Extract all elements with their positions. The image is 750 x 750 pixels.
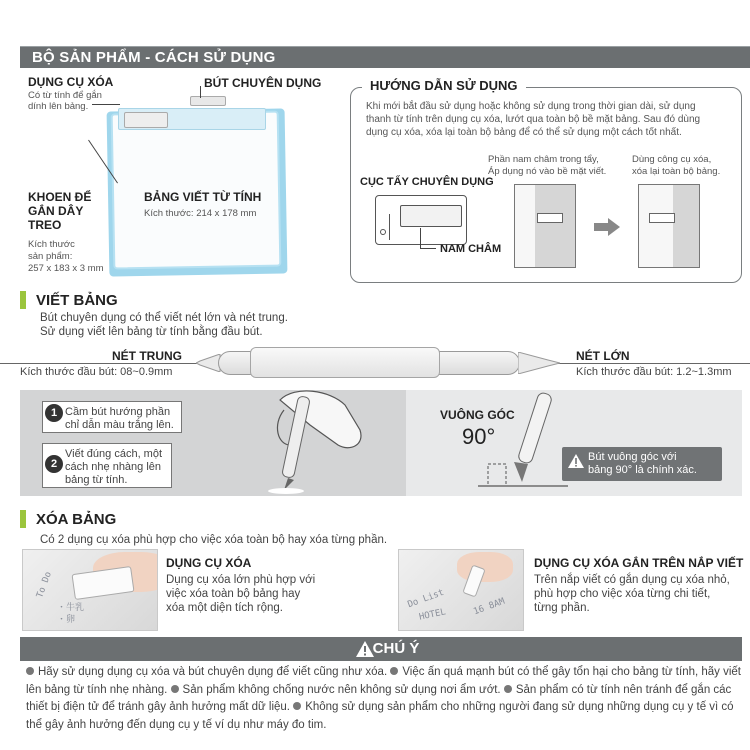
tool1-desc-3: xóa một diện tích rộng.: [166, 602, 283, 614]
write-step-1: [42, 401, 182, 433]
erase-desc: Có 2 dụng cụ xóa phù hợp cho việc xóa toàn bộ hay xóa từng phần.: [40, 534, 388, 546]
write-desc-2: Sử dụng viết lên bảng từ tính bằng đầu bút.: [40, 326, 263, 338]
bullet-icon: [293, 702, 301, 710]
magnet-leader: [420, 228, 421, 248]
angle-note-line2: bảng 90° là chính xác.: [588, 464, 697, 476]
angle-note-line1: Bút vuông góc với: [588, 451, 677, 463]
size-line-2: sản phẩm:: [28, 251, 73, 262]
tool2-desc-2: phù hợp cho việc xóa từng chi tiết,: [534, 588, 711, 600]
guide-step2-line2: xóa lại toàn bộ bảng.: [632, 166, 721, 177]
tool2-desc-3: từng phần.: [534, 602, 590, 614]
guide-title: HƯỚNG DẪN SỬ DỤNG: [362, 78, 526, 93]
tool1-title: DỤNG CỤ XÓA: [166, 556, 252, 570]
bullet-icon: [171, 685, 179, 693]
step-1-number: 1: [45, 404, 63, 422]
fine-tip-label: NÉT TRUNG: [112, 349, 182, 363]
pen-bold-tip: [518, 352, 560, 374]
erase-title: XÓA BẢNG: [36, 511, 117, 528]
tool1-desc-2: việc xóa toàn bộ bảng hay: [166, 588, 301, 600]
hook-label-2: GẮN DÂY: [28, 204, 84, 218]
hook-label-1: KHOEN ĐỂ: [28, 190, 92, 204]
board-size: Kích thước: 214 x 178 mm: [144, 208, 257, 219]
step-2-number: 2: [45, 455, 63, 473]
guide-line-2: thanh từ tính trên dụng cụ xóa, lướt qua toàn bộ bề mặt bảng. Sau đó dùng: [366, 114, 701, 125]
photo2-text-2: HOTEL: [418, 607, 447, 623]
device-side: [376, 214, 390, 240]
mini-board-before: [514, 184, 576, 268]
write-step-2-line2: cách nhẹ nhàng lên: [65, 461, 162, 473]
magnet-label: NAM CHÂM: [440, 243, 502, 255]
angle-label: VUÔNG GÓC: [440, 408, 515, 422]
photo2-text-3: 16 8AM: [472, 596, 507, 618]
tool2-desc-1: Trên nắp viết có gắn dụng cụ xóa nhỏ,: [534, 574, 730, 586]
mini-board-after: [638, 184, 700, 268]
cap-eraser-photo: [398, 549, 524, 631]
caution-item-1: Hãy sử dụng dụng cụ xóa và bút chuyên dụng để viết cũng như xóa.: [38, 666, 388, 678]
write-accent-bar: [20, 291, 26, 309]
photo1-text-3: ・卵: [57, 615, 76, 625]
write-step-2-line1: Viết đúng cách, một: [65, 448, 163, 460]
erase-accent-bar: [20, 510, 26, 528]
tool2-title: DỤNG CỤ XÓA GẮN TRÊN NẮP VIẾT: [534, 556, 744, 570]
caution-text: [26, 664, 742, 734]
tool1-desc-1: Dụng cụ xóa lớn phù hợp với: [166, 574, 316, 586]
angle-note: [562, 447, 722, 481]
page-title: BỘ SẢN PHẨM - CÁCH SỬ DỤNG: [32, 49, 276, 66]
device-hole: [380, 229, 386, 235]
bold-tip-label: NÉT LỚN: [576, 349, 630, 363]
write-desc-1: Bút chuyên dụng có thể viết nét lớn và nét trung.: [40, 312, 288, 324]
guide-line-1: Khi mới bắt đầu sử dụng hoặc không sử dụng trong thời gian dài, sử dụng: [366, 101, 696, 112]
large-eraser: [71, 566, 134, 600]
eraser-label: DỤNG CỤ XÓA: [28, 75, 114, 89]
bullet-icon: [504, 685, 512, 693]
size-line-3: 257 x 183 x 3 mm: [28, 263, 104, 274]
caution-title: CHÚ Ý: [372, 640, 420, 657]
bold-tip-size: Kích thước đầu bút: 1.2~1.3mm: [576, 366, 732, 378]
pen-leader: [200, 86, 201, 98]
caution-item-2: Việc ấn quá mạnh bút có thể gây tổn hại cho bảng từ tính, hãy viết lên bảng từ tính nhẹ nhàng.: [26, 666, 742, 696]
guide-line-3: dụng cụ xóa, xóa lại toàn bộ bảng để có thể sử dụng một cách tốt nhất.: [366, 127, 682, 138]
write-step-2-line3: bảng từ tính.: [65, 474, 128, 486]
write-step-1-line1: Cầm bút hướng phần: [65, 406, 171, 418]
eraser-leader: [92, 104, 120, 105]
angle-value: 90°: [462, 424, 496, 449]
caution-item-5: Không sử dụng sản phẩm cho những người đang sử dụng những dụng cụ y tế vì có thể gây ảnh hưởng đến dụng cụ y tế ví dụ như máy đo tim.: [26, 701, 734, 731]
photo1-text-1: To Do: [35, 570, 54, 600]
write-step-1-line2: chỉ dẫn màu trắng lên.: [65, 419, 174, 431]
pen-grip: [250, 347, 440, 378]
device-label: CỤC TẨY CHUYÊN DỤNG: [360, 176, 494, 188]
bullet-icon: [26, 667, 34, 675]
caution-item-3: Sản phẩm không chống nước nên không sử dụng nơi ẩm ướt.: [182, 683, 501, 696]
writing-hand-illustration: [250, 390, 400, 496]
eraser-illustration: [124, 112, 168, 128]
bullet-icon: [390, 667, 398, 675]
eraser-photo: [22, 549, 158, 631]
header-bar: [20, 46, 750, 68]
eraser-desc-1: Có từ tính để gắn: [28, 90, 102, 101]
guide-step1-line1: Phần nam châm trong tẩy,: [488, 154, 599, 165]
perpendicular-pen-illustration: [478, 392, 568, 496]
photo1-text-2: ・牛乳: [57, 603, 85, 613]
size-line-1: Kích thước: [28, 239, 75, 250]
guide-step1-line2: Áp dụng nó vào bề mặt viết.: [488, 166, 607, 177]
write-title: VIẾT BẢNG: [36, 292, 118, 309]
arrow-right-icon: [594, 218, 620, 236]
pen-illustration: [190, 96, 226, 106]
guide-step2-line1: Dùng công cụ xóa,: [632, 154, 712, 165]
magnet-slot: [400, 205, 462, 227]
photo2-text-1: Do List: [406, 587, 446, 611]
hand-shape-2: [457, 552, 513, 582]
eraser-desc-2: dính lên bảng.: [28, 101, 89, 112]
fine-tip-size: Kích thước đầu bút: 08~0.9mm: [20, 366, 173, 378]
hook-label-3: TREO: [28, 218, 62, 232]
pen-label: BÚT CHUYÊN DỤNG: [204, 76, 322, 90]
caution-header: [20, 637, 742, 661]
warning-triangle-icon: [568, 454, 584, 468]
caution-item-4: Sản phẩm có từ tính nên tránh để gắn các thiết bị điện tử để tránh gây ảnh hưởng mất dữ liệu.: [26, 683, 732, 713]
magnet-leader-h: [420, 248, 436, 249]
board-label: BẢNG VIẾT TỪ TÍNH: [144, 190, 262, 204]
